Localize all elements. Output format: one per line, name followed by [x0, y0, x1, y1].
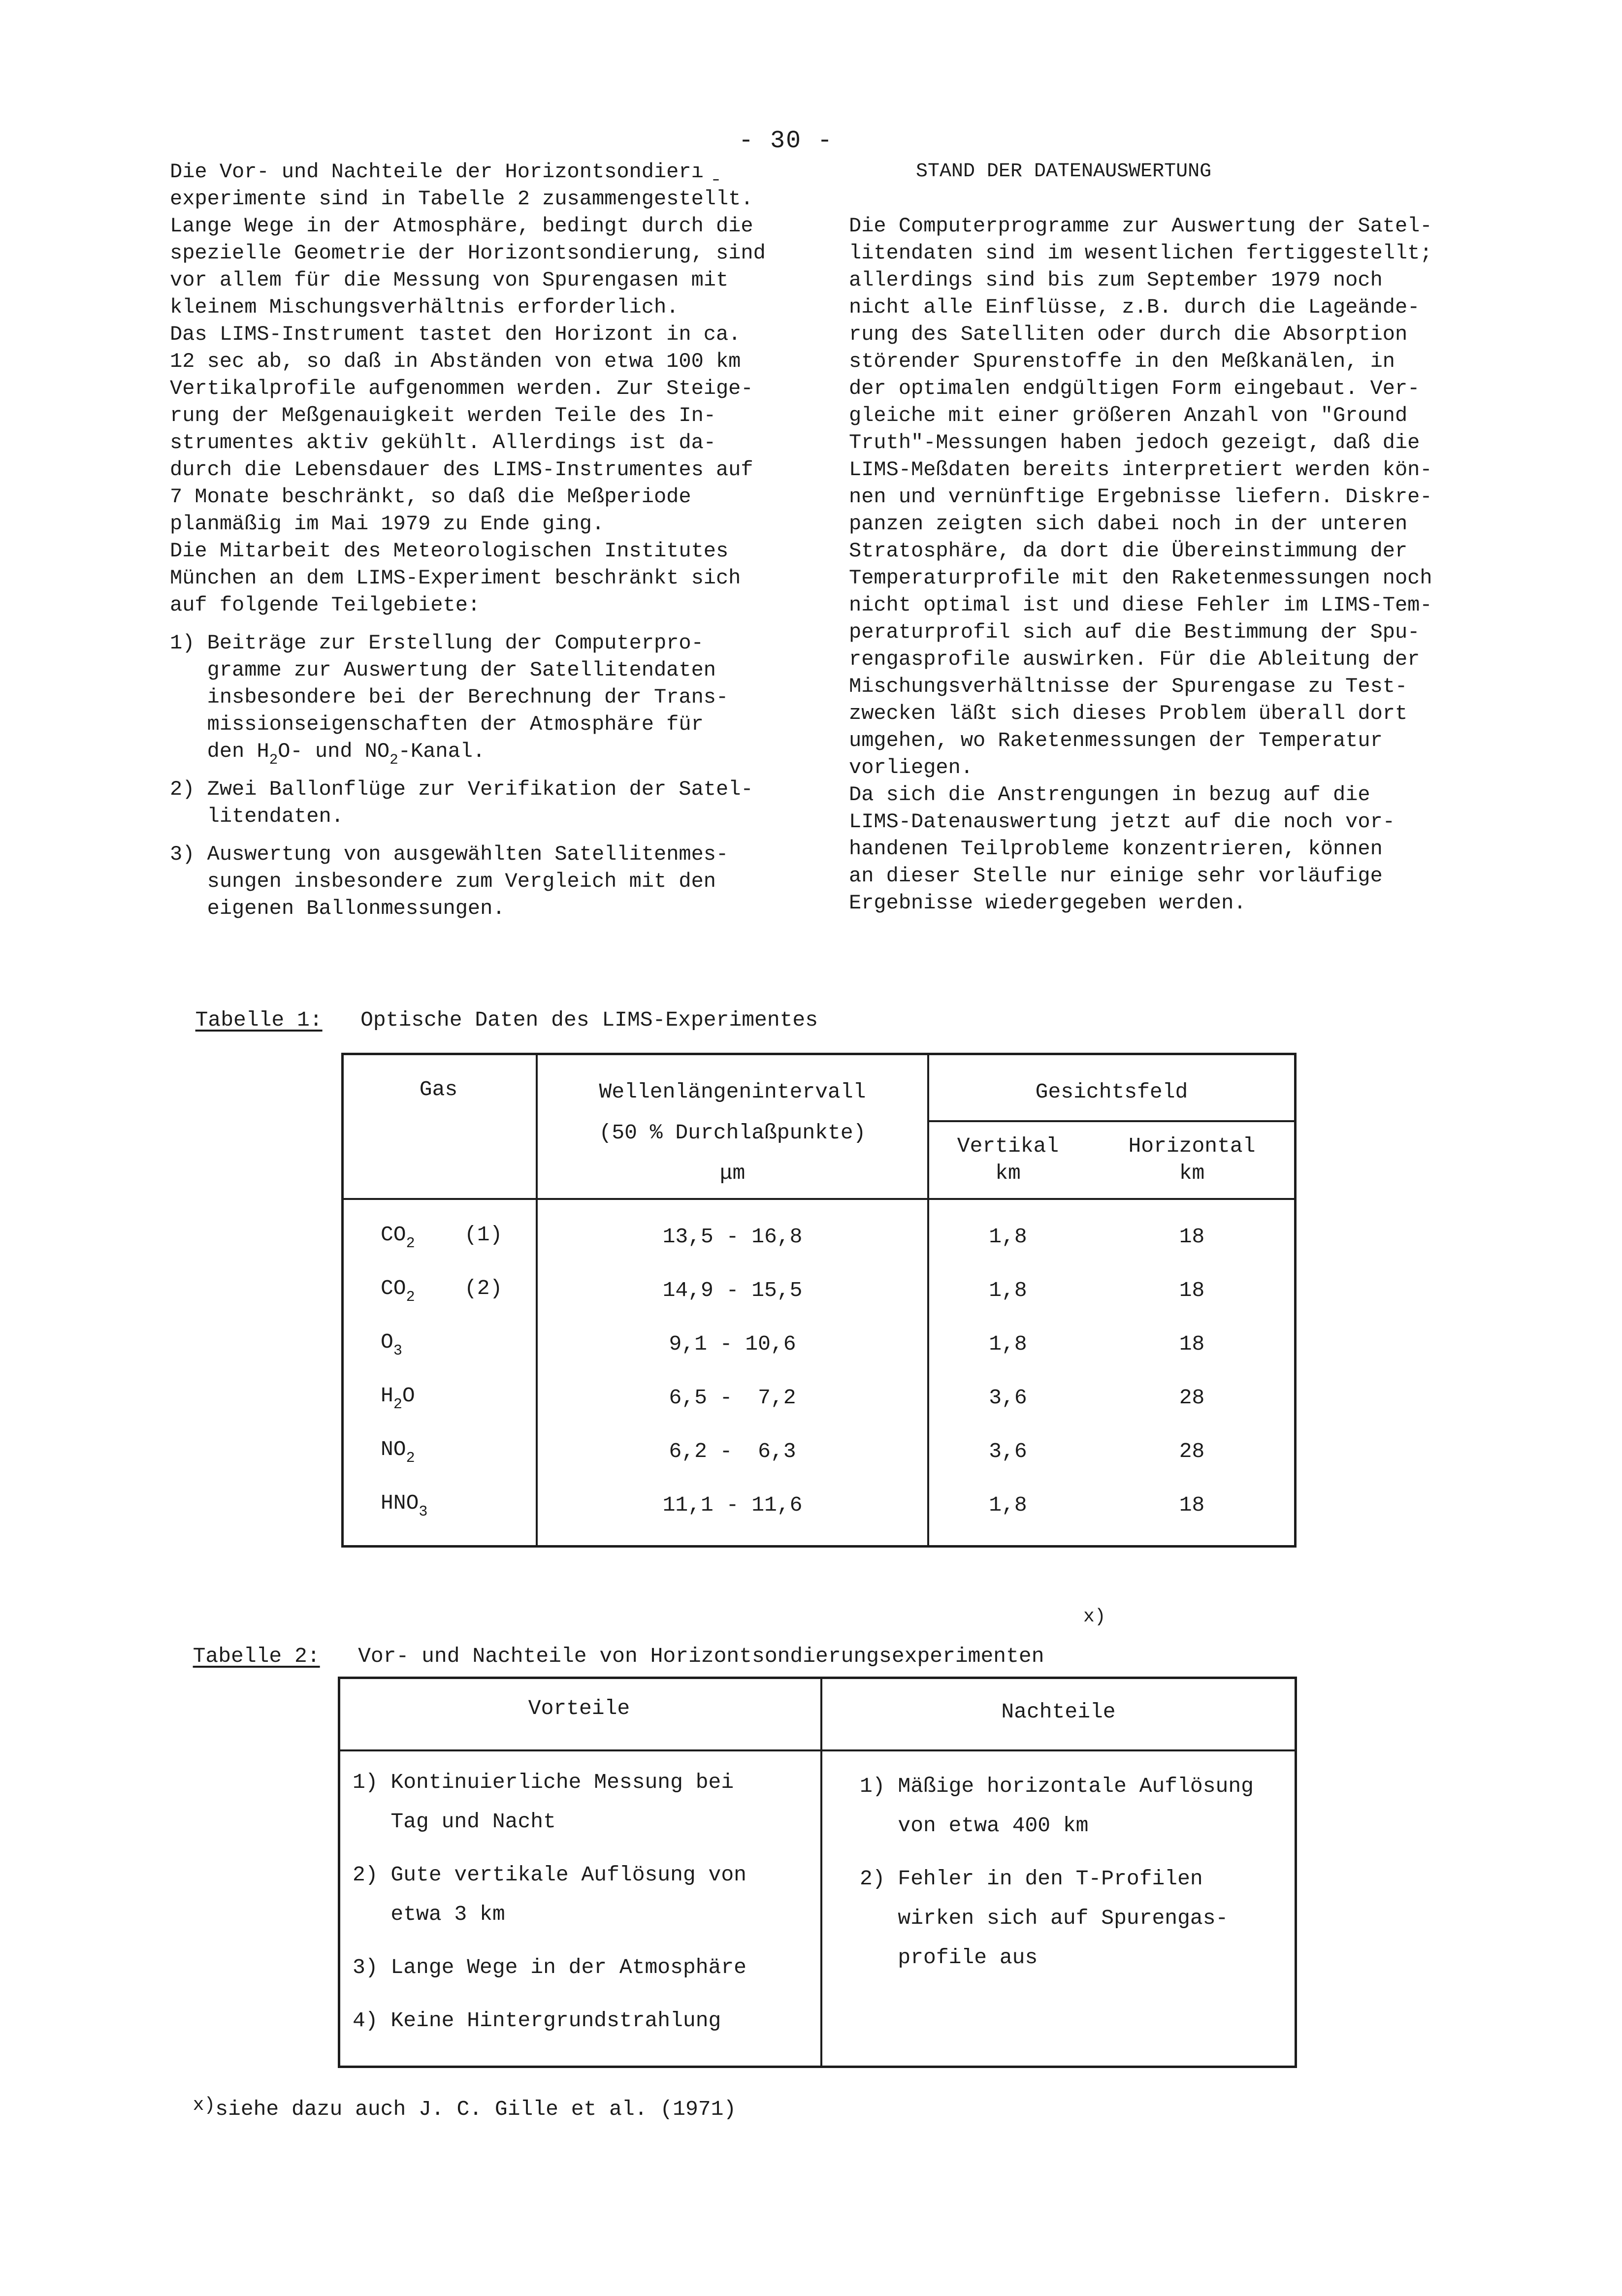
header-wavelength-sub: (50 % Durchlaßpunkte) — [599, 1121, 866, 1145]
list-text: gramme zur Auswertung der Satellitendaten — [207, 658, 716, 682]
left-line: 7 Monate beschränkt, so daß die Meßperiode — [170, 485, 691, 509]
right-line: störender Spurenstoffe in den Meßkanälen, in — [849, 350, 1395, 373]
list-text: Beiträge zur Erstellung der Computerpro- — [207, 631, 704, 655]
left-line: Vertikalprofile aufgenommen werden. Zur Steige- — [170, 377, 753, 400]
header-disadvantages: Nachteile — [1001, 1700, 1116, 1724]
left-line: experimente sind in Tabelle 2 zusammengestellt. — [170, 187, 753, 211]
left-line: rung der Meßgenauigkeit werden Teile des In- — [170, 404, 716, 427]
left-line: auf folgende Teilgebiete: — [170, 593, 481, 617]
list-text: -Kanal. — [398, 740, 486, 763]
list-text: insbesondere bei der Berechnung der Trans- — [207, 685, 729, 709]
vertical-value: 3,6 — [989, 1386, 1027, 1410]
subscript: 2 — [406, 1289, 415, 1306]
list-text: eigenen Ballonmessungen. — [207, 897, 505, 920]
vertical-value: 1,8 — [989, 1493, 1027, 1517]
table2-label: Tabelle 2: — [193, 1644, 320, 1668]
right-line: rengasprofile auswirken. Für die Ableitung der — [849, 647, 1420, 671]
right-line: Ergebnisse wiedergegeben werden. — [849, 891, 1246, 915]
right-line: an dieser Stelle nur einige sehr vorläufige — [849, 864, 1383, 888]
right-line: nicht alle Einflüsse, z.B. durch die Lageände- — [849, 295, 1420, 319]
gas-cell — [381, 1437, 415, 1467]
right-line: LIMS-Datenauswertung jetzt auf die noch vor- — [849, 810, 1395, 834]
left-line: München an dem LIMS-Experiment beschränkt sich — [170, 566, 741, 590]
list-text: Zwei Ballonflüge zur Verifikation der Satel- — [207, 777, 753, 801]
wavelength-range: 14,9 - 15,5 — [662, 1278, 803, 1302]
left-line: Lange Wege in der Atmosphäre, bedingt durch die — [170, 214, 753, 238]
gas-formula: NO — [381, 1437, 406, 1461]
left-line: durch die Lebensdauer des LIMS-Instrumentes auf — [170, 458, 753, 482]
right-line: Stratosphäre, da dort die Übereinstimmung der — [849, 539, 1408, 563]
list-item-line — [170, 684, 766, 711]
vertical-value: 1,8 — [989, 1332, 1027, 1356]
right-line: allerdings sind bis zum September 1979 noch — [849, 268, 1383, 292]
gas-formula: CO — [381, 1276, 406, 1300]
horizontal-value: 18 — [1179, 1493, 1205, 1517]
wavelength-range: 13,5 - 16,8 — [662, 1225, 803, 1249]
gas-cell — [381, 1223, 415, 1252]
list-text: den H — [207, 740, 269, 763]
gas-cell — [381, 1491, 428, 1520]
cons-line: von etwa 400 km — [860, 1813, 1089, 1838]
table1-label: Tabelle 1: — [195, 1008, 323, 1032]
right-line: Truth"-Messungen haben jedoch gezeigt, daß die — [849, 431, 1420, 454]
wavelength-range: 9,1 - 10,6 — [669, 1332, 796, 1356]
pros-line: 2) Gute vertikale Auflösung von — [353, 1863, 746, 1887]
gas-note: (2) — [464, 1276, 503, 1300]
right-line: panzen zeigten sich dabei noch in der unteren — [849, 512, 1408, 536]
footnote-mark: x) — [193, 2095, 216, 2116]
left-line: Die Mitarbeit des Meteorologischen Institutes — [170, 539, 729, 563]
right-line: gleiche mit einer größeren Anzahl von "Ground — [849, 404, 1408, 427]
header-horizontal: Horizontal — [1128, 1134, 1256, 1158]
footnote-text: siehe dazu auch J. C. Gille et al. (1971) — [215, 2097, 737, 2121]
list-text: missionseigenschaften der Atmosphäre für — [207, 712, 704, 736]
right-line: handenen Teilprobleme konzentrieren, können — [849, 837, 1383, 861]
pros-line: etwa 3 km — [353, 1902, 505, 1926]
table2 — [338, 1677, 1297, 2068]
pros-line: Tag und Nacht — [353, 1810, 556, 1834]
list-item-line — [170, 841, 766, 868]
table1 — [341, 1053, 1297, 1548]
list-item-line — [170, 776, 766, 803]
list-text: Auswertung von ausgewählten Satellitenmes- — [207, 842, 729, 866]
horizontal-value: 18 — [1179, 1278, 1205, 1302]
right-line: rung des Satelliten oder durch die Absorption — [849, 323, 1408, 346]
right-line: LIMS-Meßdaten bereits interpretiert werden kön- — [849, 458, 1432, 482]
subscript: 3 — [393, 1343, 402, 1359]
subscript: 2 — [406, 1235, 415, 1252]
right-line: Mischungsverhältnisse der Spurengase zu Test- — [849, 675, 1408, 698]
cons-line: 1) Mäßige horizontale Auflösung — [860, 1774, 1254, 1798]
table1-title: Optische Daten des LIMS-Experimentes — [360, 1008, 818, 1032]
right-column — [849, 213, 1432, 917]
left-line: strumentes aktiv gekühlt. Allerdings ist da- — [170, 431, 716, 454]
table2-title-mark: x) — [1083, 1606, 1106, 1627]
left-line: kleinem Mischungsverhältnis erforderlich. — [170, 295, 679, 319]
page-number: - 30 - — [739, 127, 834, 155]
gas-formula: HNO — [381, 1491, 419, 1515]
subscript: 3 — [419, 1504, 428, 1520]
horizontal-value: 18 — [1179, 1225, 1205, 1249]
subscript: 2 — [389, 752, 398, 768]
left-column — [170, 159, 766, 922]
subscript: 2 — [393, 1396, 402, 1413]
table2-title: Vor- und Nachteile von Horizontsondierungsexperimenten — [358, 1644, 1044, 1668]
gas-cell — [381, 1276, 415, 1306]
header-wavelength-unit: μm — [719, 1161, 746, 1185]
table2-caption — [167, 1620, 1044, 1668]
header-vertical: Vertikal — [957, 1134, 1059, 1158]
left-line: 12 sec ab, so daß in Abständen von etwa 100 km — [170, 350, 741, 373]
cons-line: wirken sich auf Spurengas- — [860, 1906, 1229, 1930]
wavelength-range: 11,1 - 11,6 — [662, 1493, 803, 1517]
gas-note: (1) — [464, 1223, 503, 1247]
horizontal-value: 28 — [1179, 1439, 1205, 1463]
list-item-line — [170, 738, 766, 768]
header-wavelength: Wellenlängenintervall — [599, 1080, 866, 1104]
list-text: O- und NO — [278, 740, 390, 763]
left-line: vor allem für die Messung von Spurengasen mit — [170, 268, 729, 292]
right-line: Da sich die Anstrengungen in bezug auf die — [849, 783, 1370, 807]
right-line: Temperaturprofile mit den Raketenmessungen noch — [849, 566, 1432, 590]
horizontal-value: 18 — [1179, 1332, 1205, 1356]
left-line: spezielle Geometrie der Horizontsondierung, sind — [170, 241, 766, 265]
cons-line: profile aus — [860, 1945, 1038, 1970]
right-line: der optimalen endgültigen Form eingebaut. Ver- — [849, 377, 1420, 400]
gas-cell — [381, 1330, 402, 1359]
list-item-line — [170, 657, 766, 684]
gas-formula: CO — [381, 1223, 406, 1247]
right-line: nen und vernünftige Ergebnisse liefern. Diskre- — [849, 485, 1432, 509]
table1-caption — [170, 984, 818, 1032]
gas-formula: O — [402, 1384, 415, 1408]
pros-line: 4) Keine Hintergrundstrahlung — [353, 2008, 721, 2033]
subscript: 2 — [269, 752, 278, 768]
vertical-value: 3,6 — [989, 1439, 1027, 1463]
wavelength-range: 6,5 - 7,2 — [669, 1386, 796, 1410]
right-line: Die Computerprogramme zur Auswertung der Satel- — [849, 214, 1432, 238]
header-horizontal-unit: km — [1179, 1161, 1205, 1185]
horizontal-value: 28 — [1179, 1386, 1205, 1410]
list-number: 1) — [170, 631, 195, 655]
pros-line: 3) Lange Wege in der Atmosphäre — [353, 1955, 746, 1979]
right-line: peraturprofil sich auf die Bestimmung der Spu- — [849, 620, 1420, 644]
footnote — [167, 2073, 736, 2121]
right-line: litendaten sind im wesentlichen fertiggestellt; — [849, 241, 1432, 265]
list-item-line — [170, 868, 766, 895]
list-item-line — [170, 630, 766, 657]
left-line: Die Vor- und Nachteile der Horizontsondierı ̱ — [170, 160, 716, 184]
right-line: zwecken läßt sich dieses Problem überall dort — [849, 702, 1408, 725]
header-gas: Gas — [419, 1077, 458, 1101]
header-advantages: Vorteile — [528, 1696, 630, 1720]
section-heading: STAND DER DATENAUSWERTUNG — [916, 161, 1212, 183]
subscript: 2 — [406, 1450, 415, 1467]
left-line: planmäßig im Mai 1979 zu Ende ging. — [170, 512, 605, 536]
list-item-line — [170, 711, 766, 738]
gas-cell — [381, 1384, 415, 1413]
left-line: Das LIMS-Instrument tastet den Horizont in ca. — [170, 323, 741, 346]
gas-formula: O — [381, 1330, 393, 1354]
list-item-line — [170, 895, 766, 922]
gas-formula: H — [381, 1384, 393, 1408]
list-text: sungen insbesondere zum Vergleich mit den — [207, 870, 716, 893]
header-vertical-unit: km — [995, 1161, 1021, 1185]
cons-line: 2) Fehler in den T-Profilen — [860, 1867, 1203, 1891]
vertical-value: 1,8 — [989, 1278, 1027, 1302]
vertical-value: 1,8 — [989, 1225, 1027, 1249]
right-line: umgehen, wo Raketenmessungen der Temperatur — [849, 729, 1383, 752]
list-text: litendaten. — [207, 805, 344, 828]
right-line: vorliegen. — [849, 756, 973, 779]
list-number: 3) — [170, 842, 195, 866]
list-number: 2) — [170, 777, 195, 801]
right-line: nicht optimal ist und diese Fehler im LIMS-Tem- — [849, 593, 1432, 617]
header-field-of-view: Gesichtsfeld — [1035, 1080, 1188, 1104]
wavelength-range: 6,2 - 6,3 — [669, 1439, 796, 1463]
list-item-line — [170, 803, 766, 830]
pros-line: 1) Kontinuierliche Messung bei — [353, 1770, 734, 1794]
